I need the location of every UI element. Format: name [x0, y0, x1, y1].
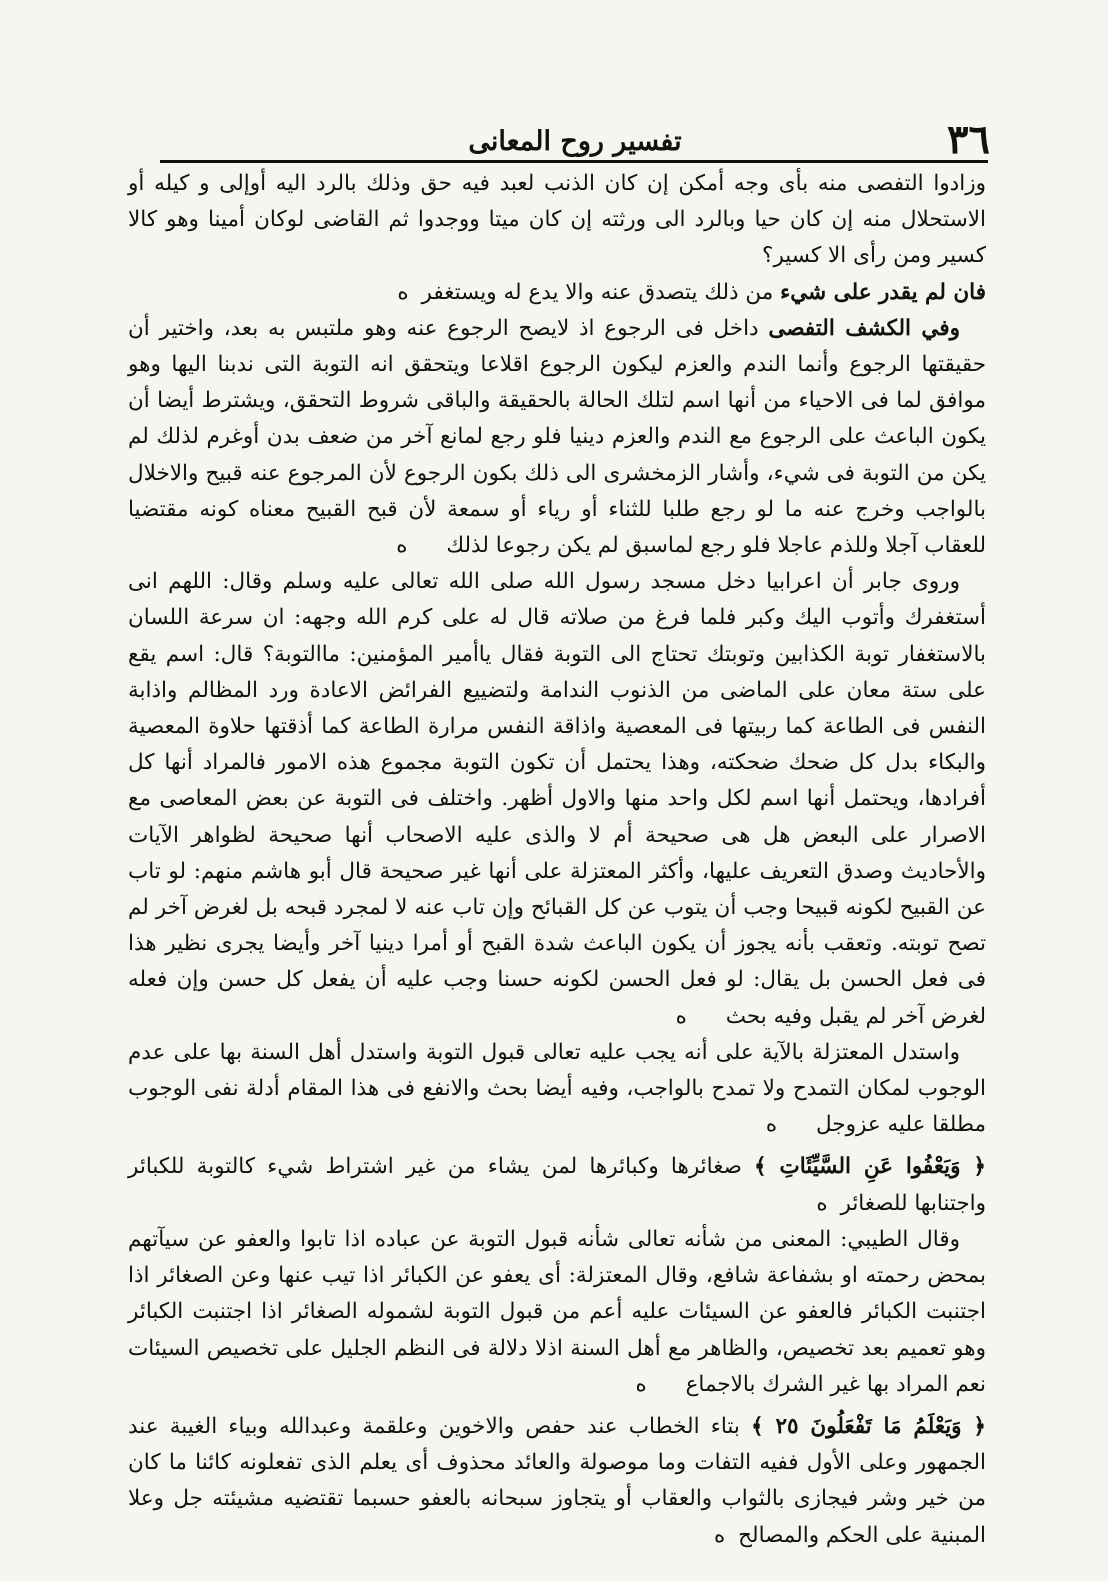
- end-mark: ه: [635, 1371, 647, 1397]
- paragraph: [128, 1409, 986, 1554]
- paragraph: [128, 1035, 986, 1144]
- paragraph: [128, 166, 986, 275]
- paragraph: [128, 275, 986, 311]
- paragraph-text: من ذلك يتصدق عنه والا يدع له ويستغفر: [421, 279, 781, 305]
- quran-verse: ﴿ وَيَعْفُوا عَنِ السَّيِّئَاتِ ﴾: [754, 1154, 986, 1180]
- paragraph-lead: وفي الكشف التفصى: [768, 315, 960, 341]
- paragraph-lead: فان لم يقدر على شيء: [780, 279, 986, 305]
- page-header: [160, 118, 990, 164]
- paragraph-text: وروى جابر أن اعرابيا دخل مسجد رسول الله صلى الله تعالى عليه وسلم وقال: اللهم انى أستغفرك وأتوب اليك وكبر فلما فرغ من صلاته قال له على كرم الله وجهه: ان سرعة اللسان بالاستغفار توبة الكذابين وتوبتك تحتاج الى التوبة فقال ياأمير المؤمنين: ماالتوبة؟ قال: اسم يقع على ستة معان على الماضى من الذنوب الندامة ولتضييع الفرائض الاعادة ورد المظالم واذابة النفس فى الطاعة كما ربيتها فى المعصية واذاقة النفس مرارة الطاعة كما أذقتها حلاوة المعصية والبكاء بدل كل ضحك ضحكته، وهذا يحتمل أن تكون التوبة مجموع هذه الامور فالمراد أنها كل أفرادها، ويحتمل أنها اسم لكل واحد منها والاول أظهر. واختلف فى التوبة عن بعض المعاصى مع الاصرار على البعض هل هى صحيحة أم لا والذى عليه الاصحاب أنها صحيحة لظواهر الآيات والأحاديث وصدق التعريف عليها، وأكثر المعتزلة على أنها غير صحيحة قال أبو هاشم منهم: لو تاب عن القبيح لكونه قبيحا وجب أن يتوب عن كل القبائح وإن تاب عنه لا لمجرد قبحه بل لغرض آخر لم تصح توبته. وتعقب بأنه يجوز أن يكون الباعث شدة القبح أو أمرا دينيا آخر وأيضا يجرى نظير هذا فى فعل الحسن بل يقال: لو فعل الحسن لكونه حسنا وجب عليه أن يفعل كل حسن وإن فعله لغرض آخر لم يقبل وفيه بحث: [128, 569, 986, 1029]
- end-mark: ه: [765, 1112, 778, 1138]
- running-title: تفسير روح المعانى: [468, 126, 682, 157]
- paragraph-text: وقال الطيبي: المعنى من شأنه تعالى شأنه قبول التوبة عن عباده اذا تابوا والعفو عن سيآتهم بمحض رحمته او بشفاعة شافع، وقال المعتزلة: أى يعفو عن الكبائر اذا تيب عنها وعن الصغائر اذا اجتنبت الكبائر فالعفو عن السيئات عليه أعم من قبول التوبة لشموله الصغائر اذا اجتنبت الكبائر وهو تعميم بعد تخصيص، والظاهر مع أهل السنة اذلا دلالة فى النظم الجليل على تخصيص السيئات نعم المراد بها غير الشرك بالاجماع: [128, 1226, 986, 1397]
- paragraph: [128, 1222, 986, 1403]
- end-mark: ه: [816, 1190, 828, 1216]
- end-mark: ه: [714, 1522, 726, 1548]
- quran-verse: ﴿ وَيَعْلَمُ مَا تَفْعَلُونَ ٢٥ ﴾: [751, 1413, 986, 1439]
- paragraph: [128, 564, 986, 1035]
- text-body: [128, 166, 986, 1554]
- paragraph-text: صغائرها وكبائرها لمن يشاء من غير اشتراط شيء كالتوبة للكبائر واجتنابها للصغائر: [128, 1154, 986, 1216]
- page-number: ٣٦: [947, 116, 990, 163]
- paragraph-text: داخل فى الرجوع اذ لايصح الرجوع عنه وهو ملتبس به بعد، واختير أن حقيقتها الرجوع وأنما الندم والعزم ليكون الرجوع اقلاعا ويتحقق انه التوبة التى ندبنا اليها وهو موافق لما فى الاحياء من أنها اسم لتلك الحالة بالحقيقة والباقى شروط التحقق، ويشترط أيضا أن يكون الباعث على الرجوع مع الندم والعزم دينيا فلو رجع لمانع آخر من ضعف بدن أوغرم لذلك لم يكن من التوبة فى شيء، وأشار الزمخشرى الى ذلك بكون الرجوع لأن المرجوع عنه قبيح والاخلال بالواجب وخرج عنه ما لو رجع طلبا للثناء أو رياء أو سمعة لأن قبح القبيح معناه كونه مقتضيا للعقاب آجلا وللذم عاجلا فلو رجع لماسبق لم يكن رجوعا لذلك: [128, 315, 986, 559]
- end-mark: ه: [675, 1003, 687, 1029]
- end-mark: ه: [397, 279, 409, 305]
- paragraph-text: بتاء الخطاب عند حفص والاخوين وعلقمة وعبدالله وبياء الغيبة عند الجمهور وعلى الأول ففيه التفات وما موصولة والعائد محذوف أى يعلم الذى تفعلونه كائنا ما كان من خير وشر فيجازى بالثواب والعقاب أو يتجاوز سبحانه بالعفو حسبما تقتضيه مشيئته جل وعلا المبنية على الحكم والمصالح: [128, 1413, 986, 1548]
- paragraph: [128, 1149, 986, 1221]
- end-mark: ه: [396, 533, 408, 559]
- header-rule: [160, 160, 988, 163]
- paragraph-text: وزادوا التفصى منه بأى وجه أمكن إن كان الذنب لعبد فيه حق وذلك بالرد اليه أوإلى و كيله أو الاستحلال منه إن كان حيا وبالرد الى ورثته إن كان ميتا ووجدوا ثم القاضى لوكان أمينا وهو كالا كسير ومن رأى الا كسير؟: [128, 171, 986, 269]
- paragraph-text: واستدل المعتزلة بالآية على أنه يجب عليه تعالى قبول التوبة واستدل أهل السنة بها على عدم الوجوب لمكان التمدح ولا تمدح بالواجب، وفيه أيضا بحث والانفع فى هذا المقام أدلة نفى الوجوب مطلقا عليه عزوجل: [128, 1039, 986, 1138]
- paragraph: [128, 311, 986, 564]
